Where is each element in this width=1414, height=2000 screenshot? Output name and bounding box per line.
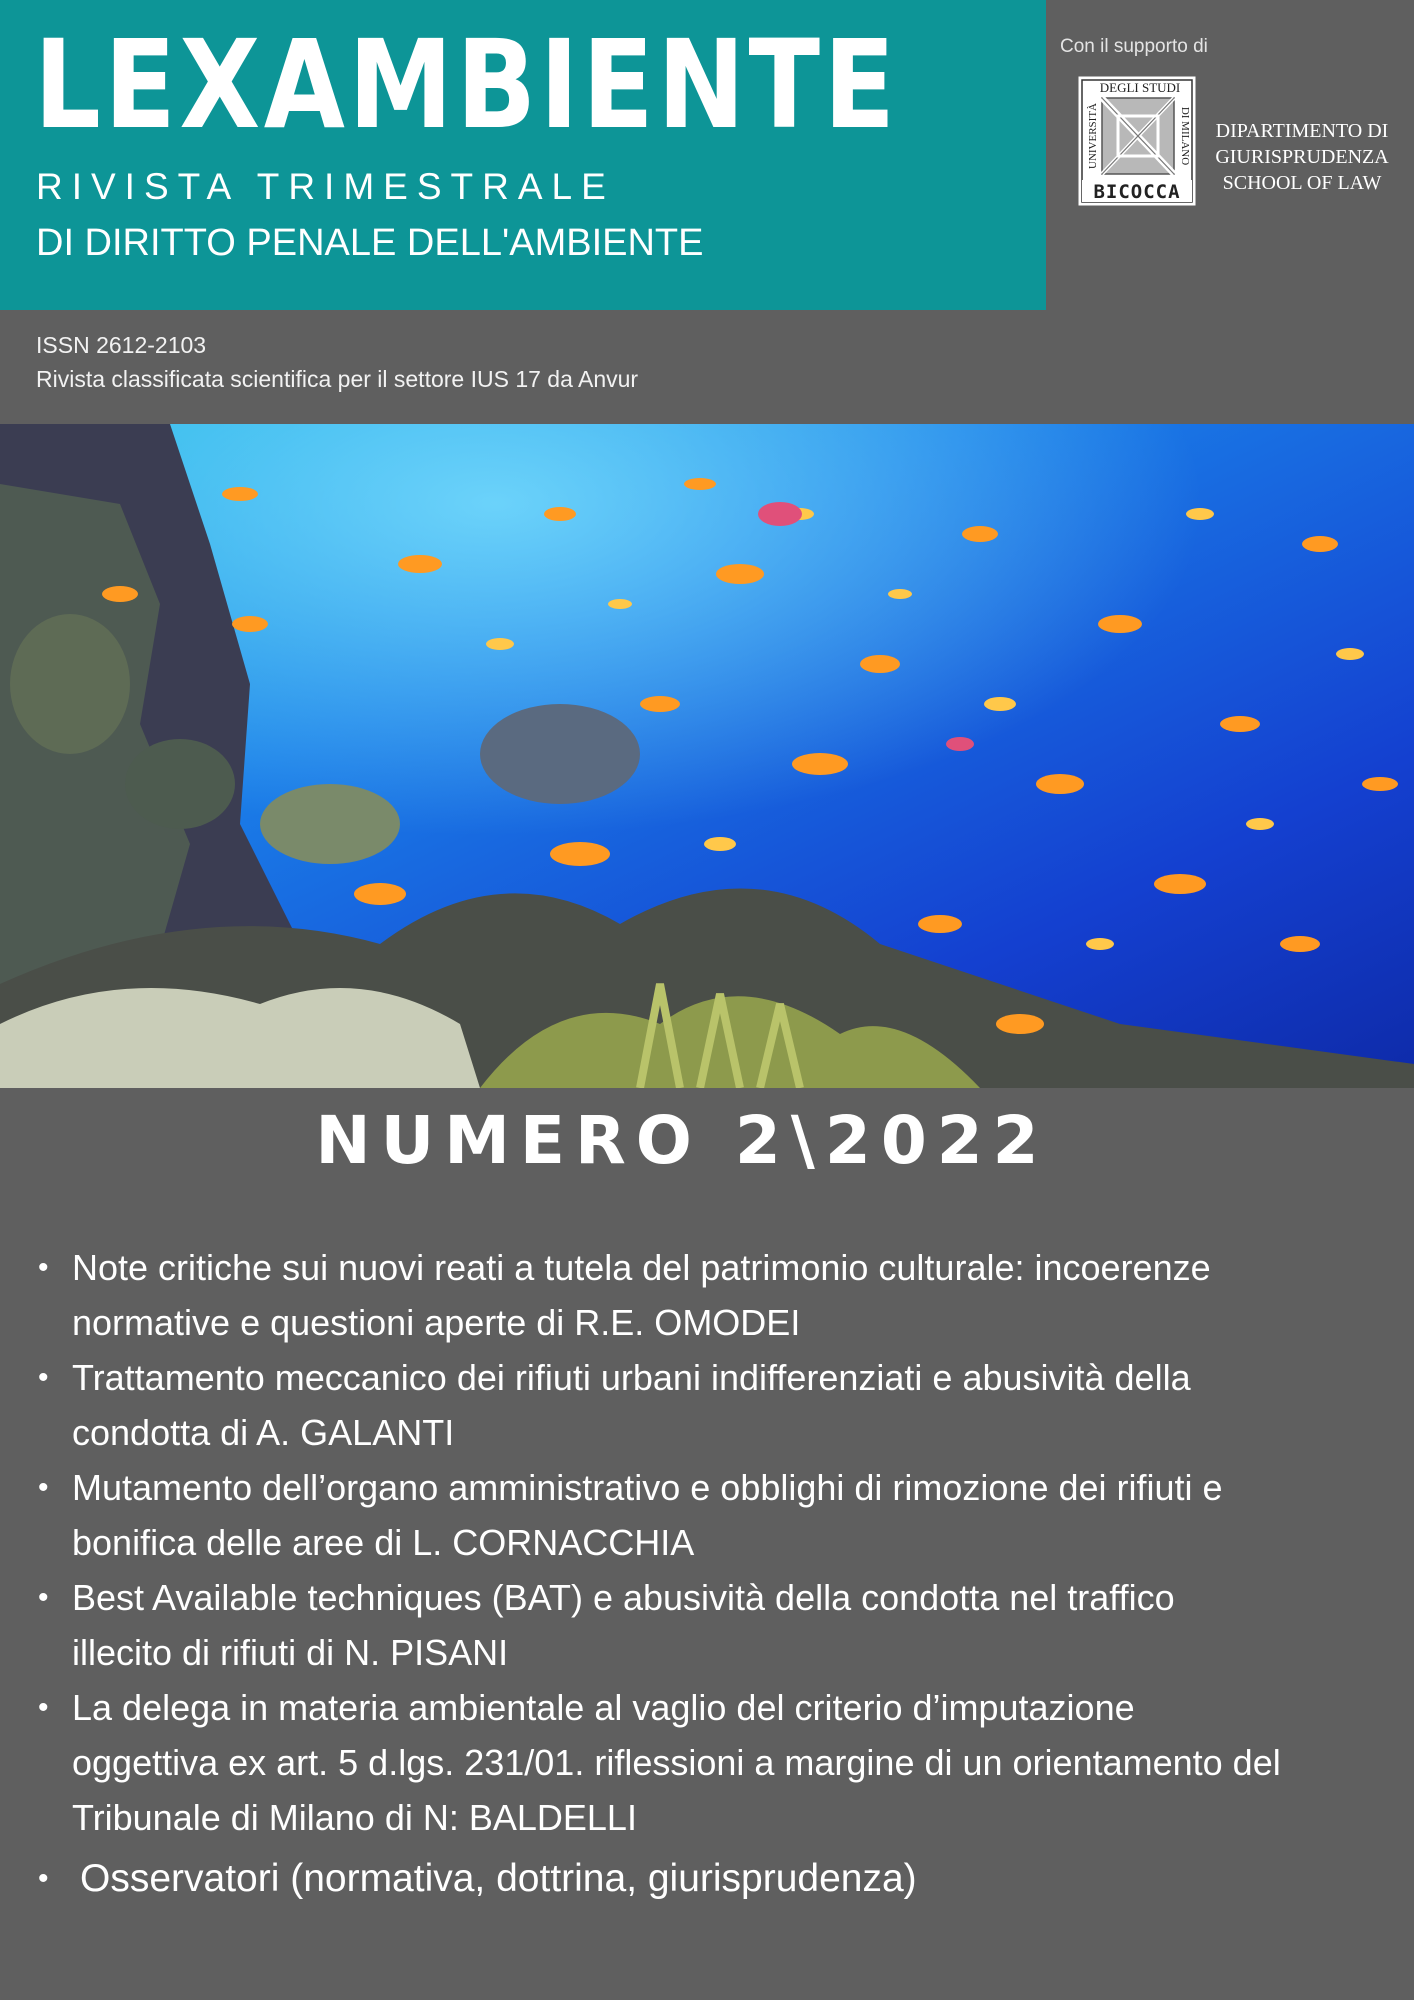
list-item [36, 1851, 1396, 1906]
classification-note: Rivista classificata scientifica per il settore IUS 17 da Anvur [36, 366, 639, 392]
bullet-icon: • [38, 1471, 49, 1504]
article-line: Tribunale di Milano di N: BALDELLI [72, 1797, 637, 1838]
list-item [36, 1350, 1396, 1460]
department-name [1204, 118, 1400, 196]
article-line: oggettiva ex art. 5 d.lgs. 231/01. riflessioni a margine di un orientamento del [72, 1742, 1281, 1783]
article-line: Osservatori (normativa, dottrina, giurisprudenza) [80, 1857, 917, 1900]
logo-right-text: DI MILANO [1179, 106, 1191, 166]
article-line: Best Available techniques (BAT) e abusività della condotta nel traffico [72, 1577, 1175, 1618]
department-line: DIPARTIMENTO DI [1215, 120, 1389, 142]
header-banner [0, 0, 1046, 310]
article-line: condotta di A. GALANTI [72, 1412, 455, 1453]
university-logo [1078, 76, 1196, 206]
article-line: normative e questioni aperte di R.E. OMODEI [72, 1302, 801, 1343]
logo-left-text: UNIVERSITÀ [1087, 103, 1099, 169]
journal-title: LEXAMBIENTE [34, 14, 899, 156]
journal-subtitle-periodicity: RIVISTA TRIMESTRALE [36, 166, 615, 207]
article-line: bonifica delle aree di L. CORNACCHIA [72, 1522, 695, 1563]
list-item [36, 1570, 1396, 1680]
article-line: La delega in materia ambientale al vaglio del criterio d’imputazione [72, 1687, 1135, 1728]
bullet-icon: • [38, 1361, 49, 1394]
department-line: GIURISPRUDENZA [1215, 146, 1389, 168]
article-line: illecito di rifiuti di N. PISANI [72, 1632, 509, 1673]
article-line: Trattamento meccanico dei rifiuti urbani indifferenziati e abusività della [72, 1357, 1191, 1398]
article-line: Note critiche sui nuovi reati a tutela del patrimonio culturale: incoerenze [72, 1247, 1211, 1288]
article-line: Mutamento dell’organo amministrativo e obblighi di rimozione dei rifiuti e [72, 1467, 1223, 1508]
department-line: SCHOOL OF LAW [1222, 172, 1382, 194]
list-item [36, 1460, 1396, 1570]
list-item [36, 1240, 1396, 1350]
journal-subtitle-topic: DI DIRITTO PENALE DELL'AMBIENTE [36, 222, 704, 264]
logo-top-text: DEGLI STUDI [1099, 80, 1181, 95]
bullet-icon: • [38, 1581, 49, 1614]
issue-number: NUMERO 2\2022 [315, 1102, 1049, 1179]
issn-number: ISSN 2612-2103 [36, 332, 207, 358]
logo-bottom-text: BICOCCA [1093, 181, 1181, 203]
bullet-icon: • [38, 1862, 49, 1895]
journal-meta [36, 328, 638, 396]
bullet-icon: • [38, 1691, 49, 1724]
article-list [36, 1240, 1396, 1906]
list-item [36, 1680, 1396, 1845]
bullet-icon: • [38, 1251, 49, 1284]
support-label: Con il supporto di [1060, 36, 1208, 57]
coral-reef-photo [0, 424, 1414, 1088]
